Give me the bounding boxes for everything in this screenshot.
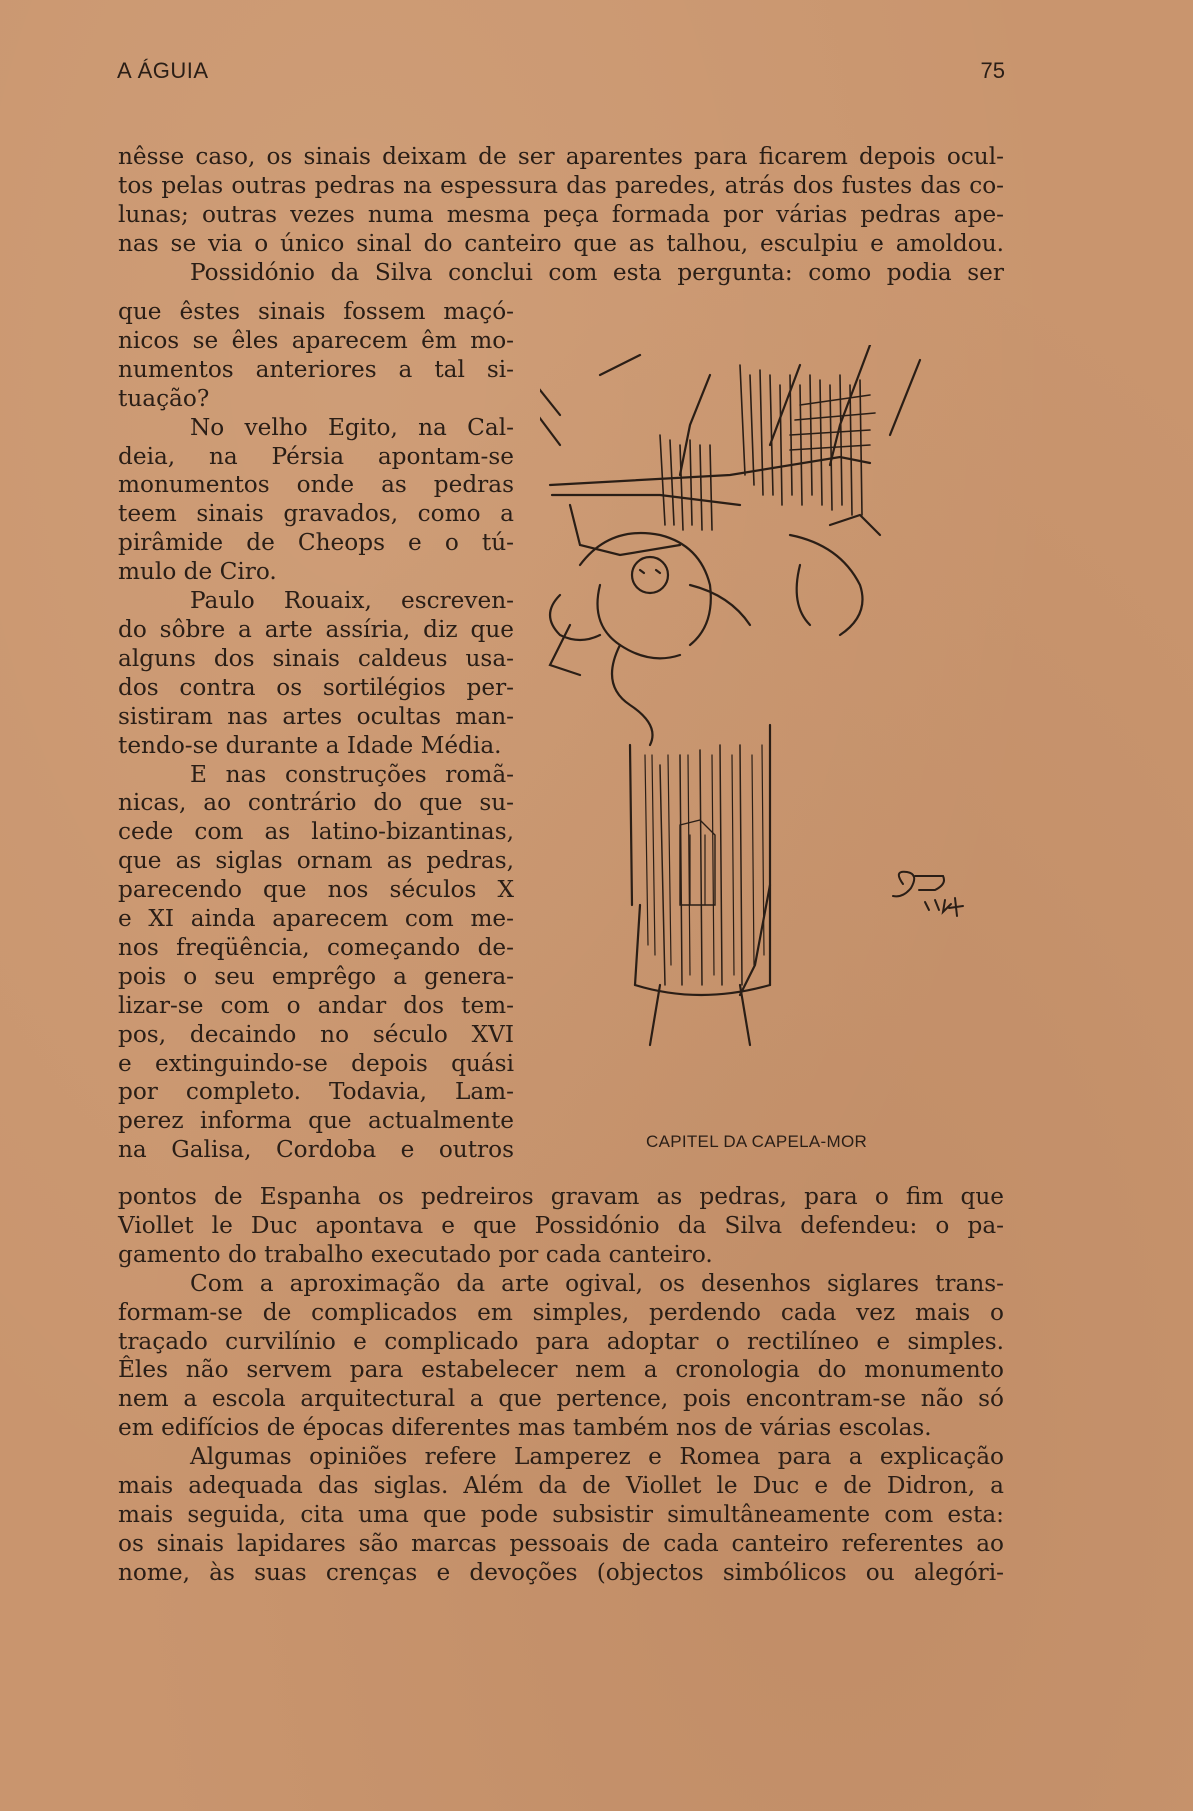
text-line: monumentos onde as pedras	[118, 471, 514, 499]
text-line: No velho Egito, na Cal-	[190, 413, 514, 441]
text-line: formam-se de complicados em simples, perdendo cada vez mais o	[118, 1298, 1004, 1326]
text-line: nas se via o único sinal do canteiro que as talhou, esculpiu e amoldou.	[118, 229, 1004, 257]
text-line: perez informa que actualmente	[118, 1107, 514, 1135]
capital-illustration	[540, 345, 980, 1115]
text-line: traçado curvilínio e complicado para adoptar o rectilíneo e simples.	[118, 1327, 1004, 1355]
text-line: Êles não servem para estabelecer nem a cronologia do monumento	[118, 1356, 1004, 1384]
text-line: nem a escola arquitectural a que pertence, pois encontram-se não só	[118, 1385, 1004, 1413]
text-line: pirâmide de Cheops e o tú-	[118, 529, 514, 557]
text-line: mulo de Ciro.	[118, 558, 277, 586]
text-line: que êstes sinais fossem maçó-	[118, 298, 514, 325]
top-paragraph-block	[118, 143, 1004, 288]
text-line: dos contra os sortilégios per-	[118, 673, 514, 701]
narrow-column-block	[118, 298, 514, 1165]
page-header	[117, 58, 1005, 94]
text-line: Possidónio da Silva conclui com esta pergunta: como podia ser	[190, 258, 1004, 286]
text-line: numentos anteriores a tal si-	[118, 355, 514, 383]
text-line: alguns dos sinais caldeus usa-	[118, 644, 514, 672]
text-line: em edifícios de épocas diferentes mas também nos de várias escolas.	[118, 1414, 932, 1442]
text-line: que as siglas ornam as pedras,	[118, 847, 514, 875]
text-line: os sinais lapidares são marcas pessoais de cada canteiro referentes ao	[118, 1529, 1004, 1557]
text-line: Algumas opiniões refere Lamperez e Romea para a explicação	[190, 1443, 1004, 1471]
bottom-paragraph-block	[118, 1183, 1004, 1588]
text-line: mais seguida, cita uma que pode subsistir simultâneamente com esta:	[118, 1500, 1004, 1528]
text-line: nêsse caso, os sinais deixam de ser aparentes para ficarem depois ocul-	[118, 143, 1004, 170]
running-title: A ÁGUIA	[117, 58, 209, 83]
text-line: pois o seu emprêgo a genera-	[118, 962, 514, 990]
text-line: pontos de Espanha os pedreiros gravam as pedras, para o fim que	[118, 1183, 1004, 1210]
text-line: nicos se êles aparecem êm mo-	[118, 326, 514, 354]
text-line: do sôbre a arte assíria, diz que	[118, 615, 514, 643]
text-line: nicas, ao contrário do que su-	[118, 789, 514, 817]
text-line: e XI ainda aparecem com me-	[118, 905, 514, 933]
text-line: cede com as latino-bizantinas,	[118, 818, 514, 846]
text-line: nos freqüência, começando de-	[118, 933, 514, 961]
text-line: parecendo que nos séculos X	[118, 876, 514, 904]
text-line: tuação?	[118, 384, 210, 412]
text-line: tos pelas outras pedras na espessura das paredes, atrás dos fustes das co-	[118, 171, 1004, 199]
text-line: pos, decaindo no século XVI	[118, 1020, 514, 1048]
text-line: Com a aproximação da arte ogival, os desenhos siglares trans-	[190, 1269, 1004, 1297]
text-line: na Galisa, Cordoba e outros	[118, 1136, 514, 1164]
artist-signature-mark	[885, 866, 990, 922]
text-line: Paulo Rouaix, escreven-	[190, 587, 514, 615]
text-line: deia, na Pérsia apontam-se	[118, 442, 514, 470]
figure-caption: CAPITEL DA CAPELA-MOR	[646, 1132, 868, 1151]
text-line: teem sinais gravados, como a	[118, 500, 514, 528]
text-line: nome, às suas crenças e devoções (objectos simbólicos ou alegóri-	[118, 1558, 1004, 1586]
text-line: E nas construções romã-	[190, 760, 514, 788]
text-line: Viollet le Duc apontava e que Possidónio da Silva defendeu: o pa-	[118, 1211, 1004, 1239]
text-line: lizar-se com o andar dos tem-	[118, 991, 514, 1019]
text-line: lunas; outras vezes numa mesma peça formada por várias pedras ape-	[118, 200, 1004, 228]
text-line: por completo. Todavia, Lam-	[118, 1078, 514, 1106]
artist-signature	[885, 866, 990, 922]
text-line: tendo-se durante a Idade Média.	[118, 731, 502, 759]
text-line: e extinguindo-se depois quási	[118, 1049, 514, 1077]
text-line: mais adequada das siglas. Além da de Viollet le Duc e de Didron, a	[118, 1472, 1004, 1500]
text-line: gamento do trabalho executado por cada canteiro.	[118, 1240, 713, 1268]
text-line: sistiram nas artes ocultas man-	[118, 702, 514, 730]
capital-drawing	[540, 345, 980, 1115]
page-number: 75	[980, 58, 1005, 83]
